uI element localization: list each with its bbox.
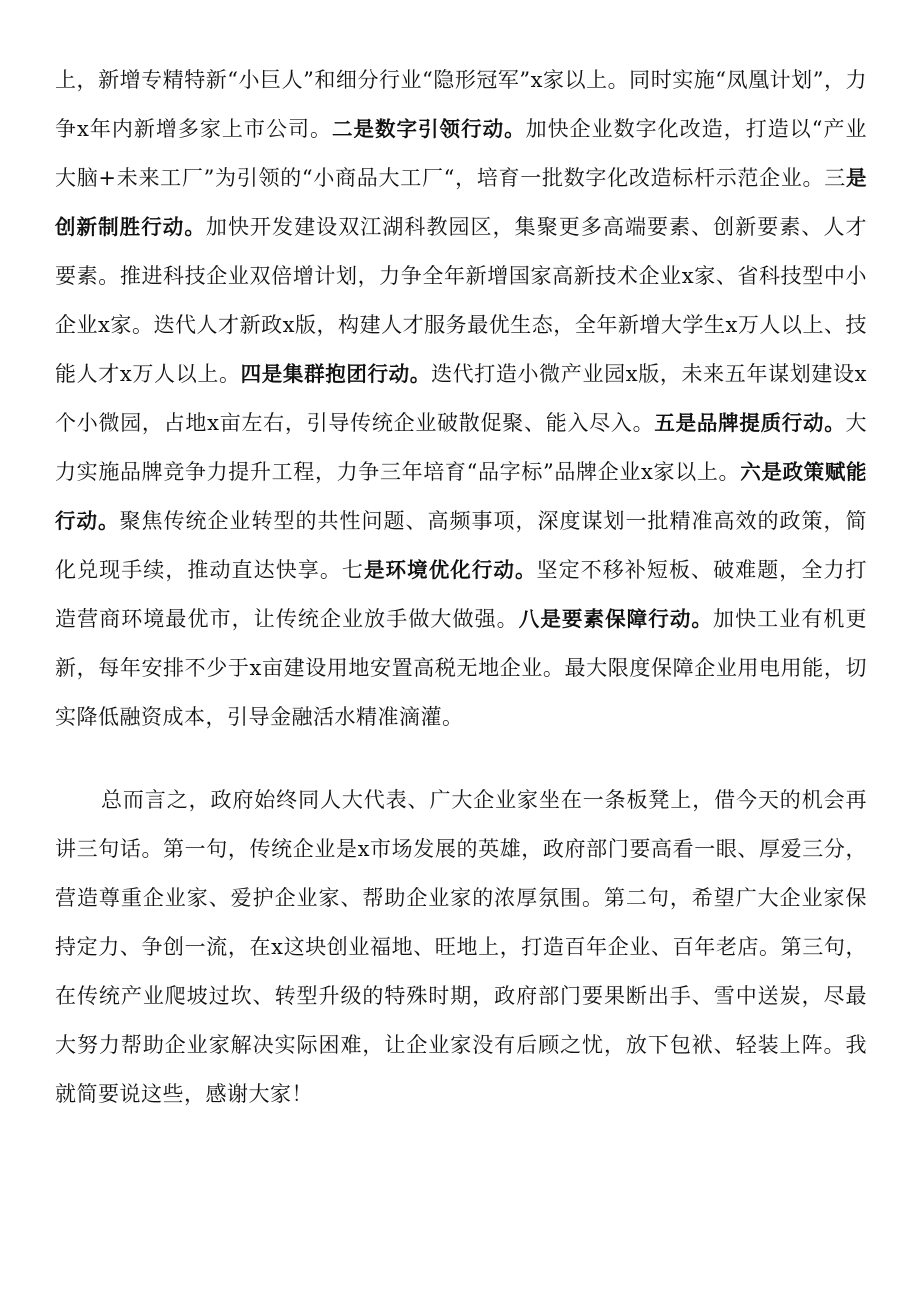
- bold-heading-action-5: 五是品牌提质行动。: [654, 411, 846, 435]
- body-paragraph-conclusion: 总而言之，政府始终同人大代表、广大企业家坐在一条板凳上，借今天的机会再讲三句话。第一句，传统企业是x市场发展的英雄，政府部门要高看一眼、厚爱三分，营造尊重企业家、爱护企业家、帮助企业家的浓厚氛围。第二句，希望广大企业家保持定力、争创一流，在x这块创业福地、旺地上，打造百年企业、百年老店。第三句，在传统产业爬坡过坎、转型升级的特殊时期，政府部门要果断出手、雪中送炭，尽最大努力帮助企业家解决实际困难，让企业家没有后顾之忧，放下包袱、轻装上阵。我就简要说这些，感谢大家！: [55, 788, 867, 1106]
- text-run: 大力实施品牌竞争力提升工程，力争三年培育“品字标”品牌企业x家以上。: [55, 411, 868, 484]
- bold-heading-action-8: 八是要素保障行动。: [518, 607, 713, 631]
- text-run: 加快企业数字化改造，打造以“产业大脑+未来工厂”为引领的“小商品大工厂“，培育一批数字化改造标杆示范企业。三: [55, 117, 868, 190]
- text-run: 上，新增专精特新“小巨人”和细分行业“隐形冠军”x家以上。同时实施“凤凰计划”，力争x年内新增多家上市公司。: [55, 68, 867, 141]
- text-run: 迭代打造小微产业园x版，未来五年谋划建设x个小微园，占地x亩左右，引导传统企业破散促聚、能入尽入。: [55, 362, 868, 435]
- bold-heading-action-2: 二是数字引领行动。: [332, 117, 526, 141]
- bold-heading-action-7: 是环境优化行动。: [363, 558, 537, 582]
- body-paragraph-actions: [55, 56, 867, 742]
- text-run: 坚定不移补短板、破难题，全力打造营商环境最优市，让传统企业放手做大做强。: [55, 558, 868, 631]
- bold-heading-action-4: 四是集群抱团行动。: [240, 362, 431, 386]
- bold-heading-action-3: 是创新制胜行动。: [55, 166, 867, 239]
- bold-heading-action-6: 六是政策赋能行动。: [55, 460, 868, 533]
- text-run: 聚焦传统企业转型的共性问题、高频事项，深度谋划一批精准高效的政策，简化兑现手续，推动直达快享。七: [55, 509, 867, 582]
- text-run: 加快工业有机更新，每年安排不少于x亩建设用地安置高税无地企业。最大限度保障企业用电用能，切实降低融资成本，引导金融活水精准滴灌。: [55, 607, 867, 729]
- text-run: 加快开发建设双江湖科教园区，集聚更多高端要素、创新要素、人才要素。推进科技企业双倍增计划，力争全年新增国家高新技术企业x家、省科技型中小企业x家。迭代人才新政x版，构建人才服务最优生态，全年新增大学生x万人以上、技能人才x万人以上。: [55, 215, 867, 386]
